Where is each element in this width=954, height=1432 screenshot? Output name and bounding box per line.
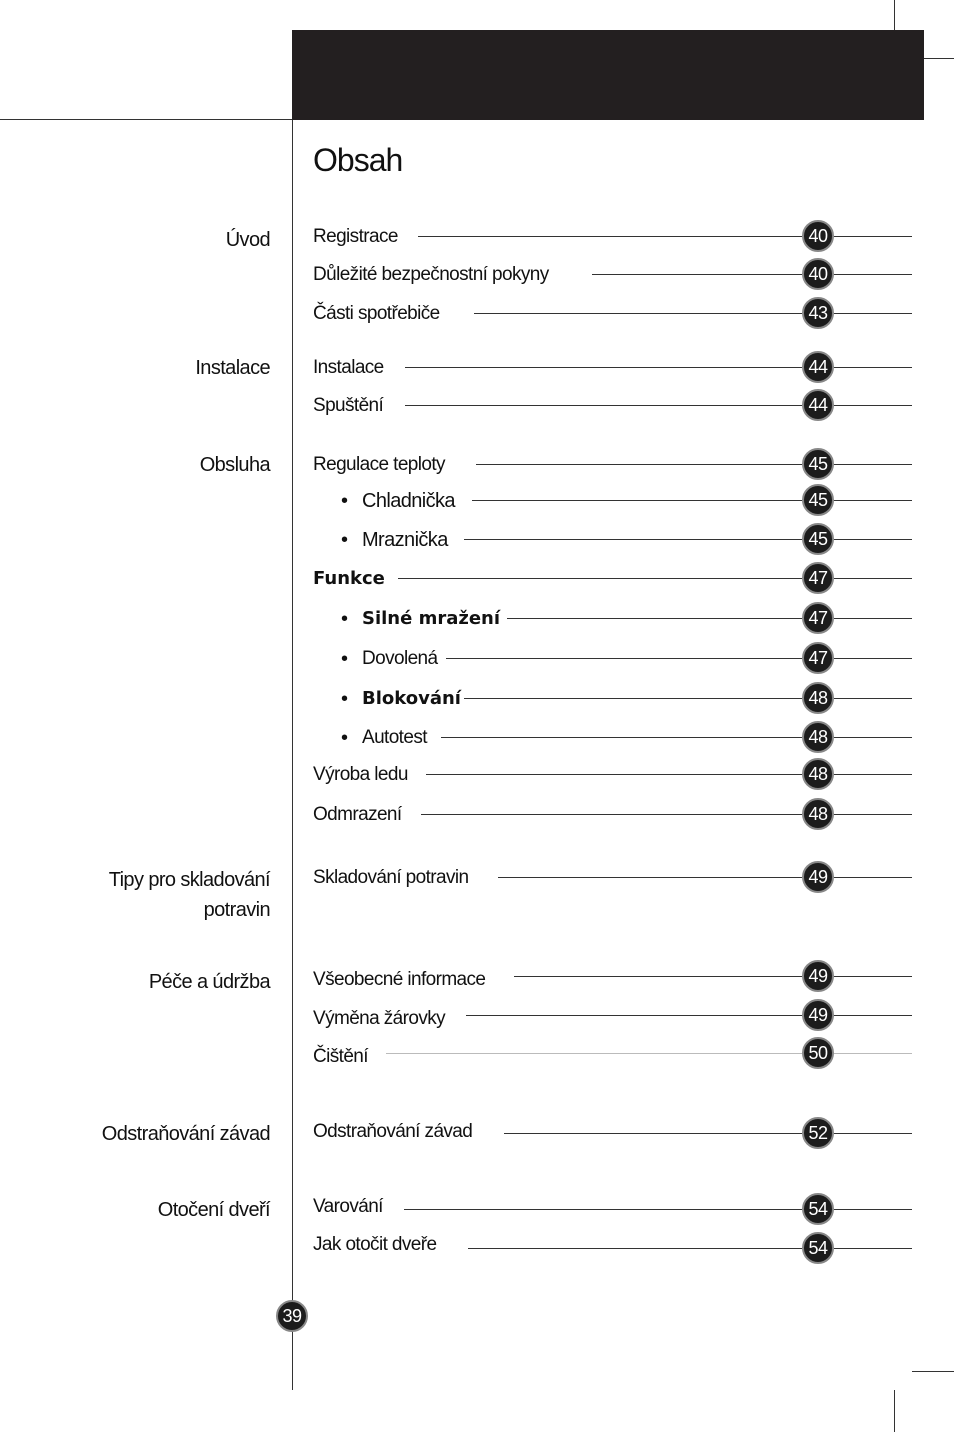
leader-tail xyxy=(834,313,912,314)
leader-line xyxy=(421,814,802,815)
page-badge: 45 xyxy=(802,523,834,555)
leader-line xyxy=(441,737,802,738)
leader-line xyxy=(386,1053,802,1054)
toc-entry-label: Spuštění xyxy=(313,395,384,416)
toc-entry-label: Výměna žárovky xyxy=(313,1008,446,1029)
page-badge: 40 xyxy=(802,220,834,252)
toc-entry-label: Autotest xyxy=(362,727,427,748)
leader-tail xyxy=(834,405,912,406)
toc-entry-label: Mraznička xyxy=(362,529,448,551)
leader-line xyxy=(474,313,802,314)
leader-tail xyxy=(834,367,912,368)
toc-entry[interactable] xyxy=(0,957,954,997)
page-badge: 48 xyxy=(802,682,834,714)
toc-entry-label: Silné mražení xyxy=(362,608,501,629)
page-badge: 54 xyxy=(802,1232,834,1264)
leader-tail xyxy=(834,500,912,501)
page-badge: 48 xyxy=(802,798,834,830)
leader-tail xyxy=(834,1015,912,1016)
toc-entry-label: Odmrazení xyxy=(313,804,402,825)
page-badge: 48 xyxy=(802,721,834,753)
toc-entry[interactable] xyxy=(0,1114,954,1154)
toc-entry-label: Skladování potravin xyxy=(313,867,469,888)
toc-entry[interactable] xyxy=(0,996,954,1036)
bullet-icon: • xyxy=(341,490,349,512)
page-badge: 47 xyxy=(802,642,834,674)
leader-tail xyxy=(834,698,912,699)
page-badge: 50 xyxy=(802,1037,834,1069)
trim-mark-bottom xyxy=(894,1390,895,1432)
leader-tail xyxy=(834,539,912,540)
toc-entry[interactable] xyxy=(0,348,954,388)
section-label-odstranovani: Odstraňování závad xyxy=(101,1123,270,1145)
page-badge: 40 xyxy=(802,258,834,290)
leader-tail xyxy=(834,877,912,878)
toc-entry-label: Čištění xyxy=(313,1046,368,1067)
bullet-icon: • xyxy=(341,688,349,710)
toc-entry-label: Instalace xyxy=(313,357,384,378)
page-badge: 54 xyxy=(802,1193,834,1225)
toc-entry[interactable] xyxy=(0,386,954,426)
section-label-uvod: Úvod xyxy=(225,229,270,251)
toc-subentry[interactable] xyxy=(0,679,954,719)
leader-tail xyxy=(834,976,912,977)
toc-entry[interactable] xyxy=(0,294,954,334)
toc-subentry[interactable] xyxy=(0,639,954,679)
section-label-instalace: Instalace xyxy=(195,357,270,379)
leader-line xyxy=(464,539,802,540)
page-badge: 45 xyxy=(802,484,834,516)
page-badge: 49 xyxy=(802,999,834,1031)
toc-subentry[interactable] xyxy=(0,481,954,521)
leader-line xyxy=(504,1133,802,1134)
leader-line xyxy=(398,578,802,579)
header-band xyxy=(292,30,924,120)
leader-tail xyxy=(834,274,912,275)
trim-mark-right-top xyxy=(924,58,954,59)
leader-tail xyxy=(834,658,912,659)
leader-tail xyxy=(834,618,912,619)
leader-tail xyxy=(834,1209,912,1210)
toc-entry-label: Všeobecné informace xyxy=(313,969,486,990)
section-label-tipy: Tipy pro skladování potravin xyxy=(108,869,270,921)
leader-line xyxy=(446,658,802,659)
page-badge: 49 xyxy=(802,960,834,992)
toc-subentry[interactable] xyxy=(0,718,954,758)
toc-entry-label: Odstraňování závad xyxy=(313,1121,473,1142)
leader-line xyxy=(472,500,802,501)
section-label-otoceni: Otočení dveří xyxy=(157,1199,270,1221)
page-badge: 45 xyxy=(802,448,834,480)
bullet-icon: • xyxy=(341,608,349,630)
page-badge: 48 xyxy=(802,758,834,790)
leader-line xyxy=(466,1015,802,1016)
leader-line xyxy=(468,1248,802,1249)
leader-line xyxy=(507,618,802,619)
leader-line xyxy=(464,698,802,699)
toc-entry[interactable] xyxy=(0,1190,954,1230)
leader-tail xyxy=(834,1053,912,1054)
page-number-badge: 39 xyxy=(276,1300,308,1332)
bullet-icon: • xyxy=(341,529,349,551)
toc-entry-label: Důležité bezpečnostní pokyny xyxy=(313,264,549,285)
bullet-icon: • xyxy=(341,648,349,670)
toc-entry[interactable] xyxy=(0,795,954,835)
leader-line xyxy=(426,774,802,775)
page-badge: 47 xyxy=(802,562,834,594)
trim-mark-top xyxy=(894,0,895,30)
leader-line xyxy=(418,236,802,237)
toc-entry[interactable] xyxy=(0,445,954,485)
leader-tail xyxy=(834,1133,912,1134)
leader-line xyxy=(592,274,802,275)
toc-entry[interactable] xyxy=(0,1229,954,1269)
toc-entry-label: Blokování xyxy=(362,688,461,709)
toc-entry[interactable] xyxy=(0,1034,954,1074)
leader-tail xyxy=(834,737,912,738)
toc-subentry[interactable] xyxy=(0,599,954,639)
leader-line xyxy=(514,976,802,977)
page-badge: 49 xyxy=(802,861,834,893)
trim-mark-right-bottom xyxy=(912,1371,954,1372)
toc-entry[interactable] xyxy=(0,858,954,898)
leader-tail xyxy=(834,578,912,579)
leader-line xyxy=(404,1209,802,1210)
toc-entry-label: Registrace xyxy=(313,226,398,247)
toc-entry-label: Jak otočit dveře xyxy=(313,1234,437,1255)
toc-entry-label: Funkce xyxy=(313,568,385,589)
page-badge: 47 xyxy=(802,602,834,634)
toc-entry[interactable] xyxy=(0,217,954,257)
leader-line xyxy=(476,464,802,465)
toc-entry-label: Chladnička xyxy=(362,490,455,512)
toc-subentry[interactable] xyxy=(0,520,954,560)
toc-entry-label: Výroba ledu xyxy=(313,764,408,785)
section-label-obsluha: Obsluha xyxy=(199,454,270,476)
toc-entry-label: Varování xyxy=(313,1196,383,1217)
leader-tail xyxy=(834,1248,912,1249)
toc-entry-label: Regulace teploty xyxy=(313,454,445,475)
toc-entry[interactable] xyxy=(0,755,954,795)
leader-tail xyxy=(834,464,912,465)
page-badge: 52 xyxy=(802,1117,834,1149)
leader-tail xyxy=(834,814,912,815)
leader-line xyxy=(498,877,802,878)
page-badge: 43 xyxy=(802,297,834,329)
leader-line xyxy=(405,405,802,406)
toc-entry[interactable] xyxy=(0,559,954,599)
toc-entry-label: Části spotřebiče xyxy=(313,303,440,324)
bullet-icon: • xyxy=(341,727,349,749)
page-badge: 44 xyxy=(802,389,834,421)
toc-entry[interactable] xyxy=(0,255,954,295)
leader-tail xyxy=(834,774,912,775)
toc-entry-label: Dovolená xyxy=(362,648,438,669)
leader-tail xyxy=(834,236,912,237)
page-badge: 44 xyxy=(802,351,834,383)
header-rule-left xyxy=(0,119,292,120)
page-title: Obsah xyxy=(313,142,403,178)
leader-line xyxy=(405,367,802,368)
section-label-pece: Péče a údržba xyxy=(148,971,270,993)
